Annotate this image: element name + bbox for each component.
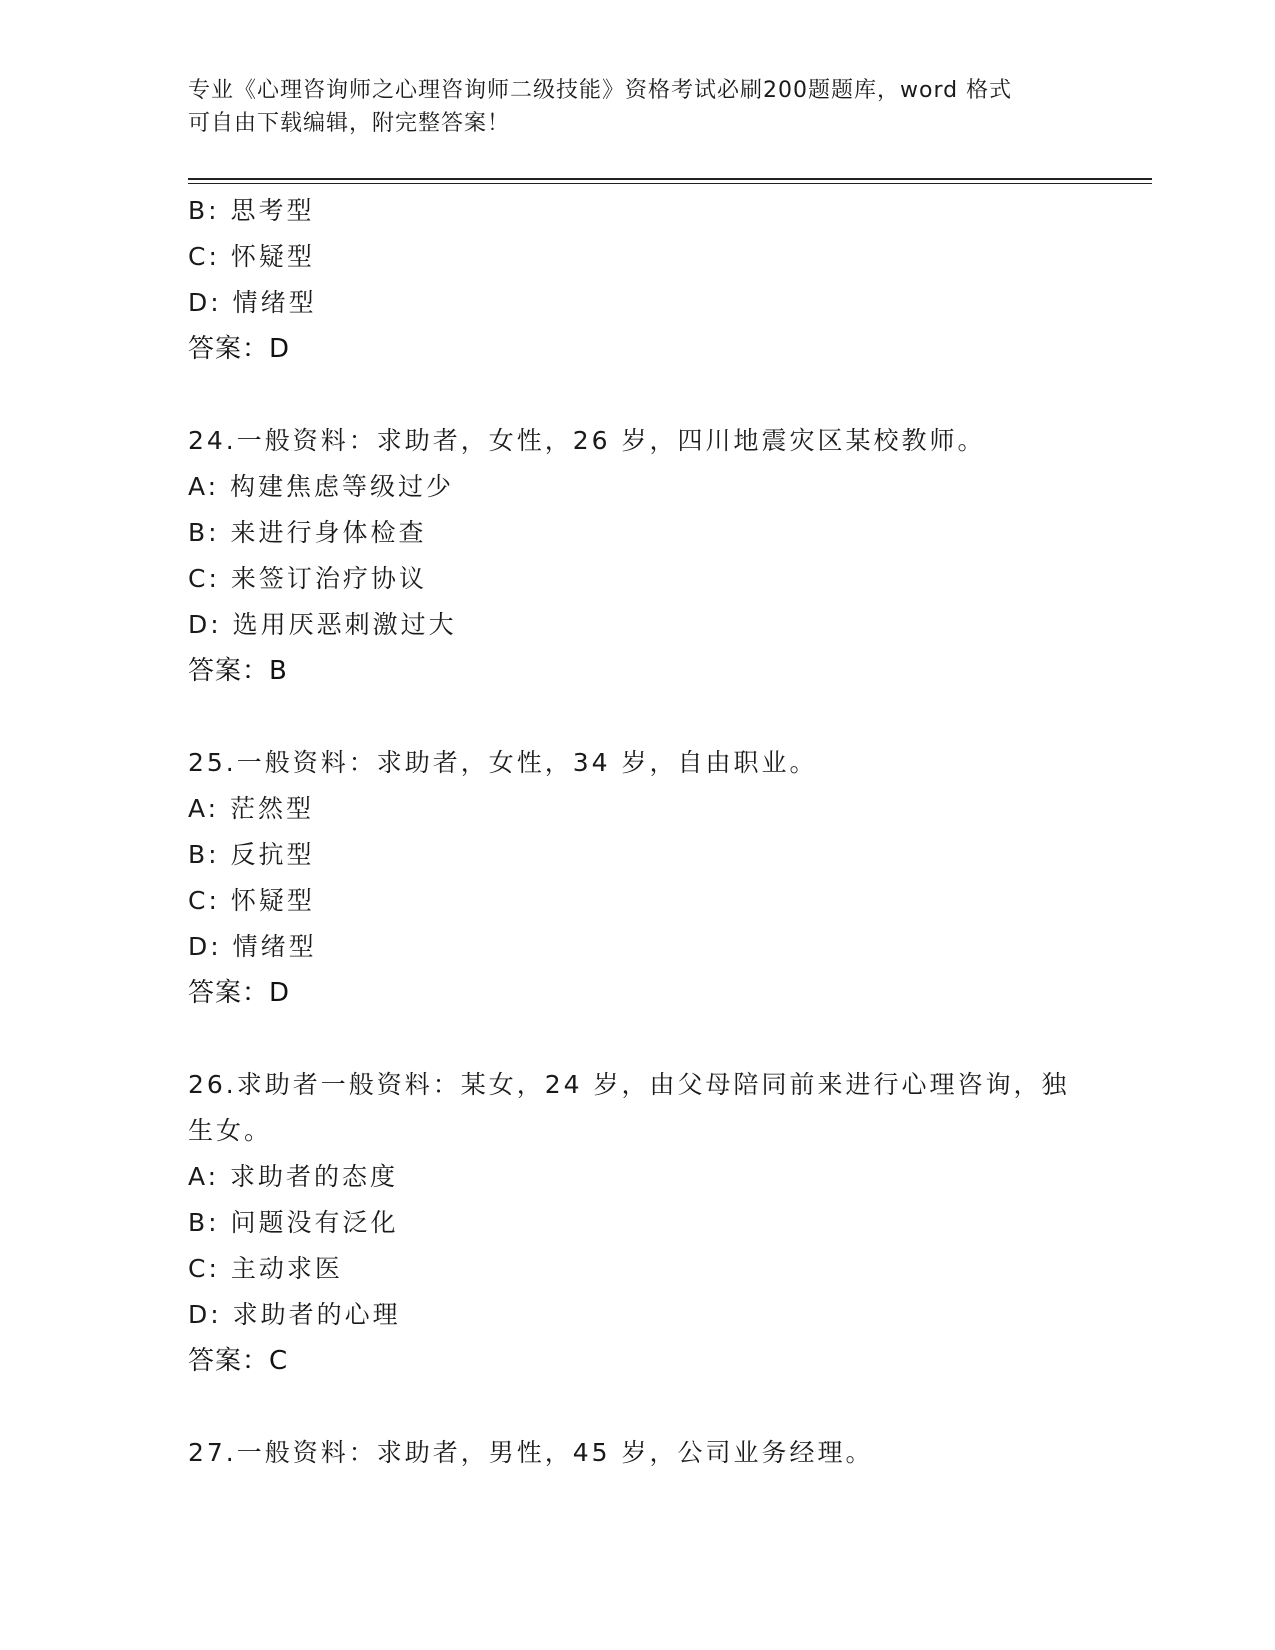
answer-line: 答案：D (188, 978, 291, 1008)
question-25 (188, 740, 1088, 1016)
question-stem: 25.一般资料：求助者，女性，34 岁，自由职业。 (188, 748, 818, 777)
option-a: A: 构建焦虑等级过少 (188, 472, 455, 501)
option-c: C: 来签订治疗协议 (188, 564, 427, 593)
question-stem-line-1: 26.求助者一般资料：某女，24 岁，由父母陪同前来进行心理咨询，独 (188, 1070, 1070, 1099)
answer-line: 答案：B (188, 656, 288, 686)
option-b: B: 思考型 (188, 196, 315, 225)
option-a: A: 求助者的态度 (188, 1162, 399, 1191)
question-list (188, 188, 1088, 1476)
question-24 (188, 418, 1088, 694)
header-line-2: 可自由下载编辑，附完整答案！ (188, 111, 511, 136)
question-26 (188, 1062, 1088, 1384)
option-b: B: 问题没有泛化 (188, 1208, 399, 1237)
option-d: D: 情绪型 (188, 288, 317, 317)
header-divider-thin (188, 183, 1152, 184)
option-d: D: 情绪型 (188, 932, 317, 961)
spacer (188, 1016, 1088, 1062)
option-b: B: 来进行身体检查 (188, 518, 427, 547)
answer-line: 答案：C (188, 1346, 289, 1376)
document-header (188, 74, 1088, 140)
answer-line: 答案：D (188, 334, 291, 364)
question-23-continued (188, 188, 1088, 372)
option-d: D: 求助者的心理 (188, 1300, 401, 1329)
option-b: B: 反抗型 (188, 840, 315, 869)
header-line-1: 专业《心理咨询师之心理咨询师二级技能》资格考试必刷200题题库，word 格式 (188, 78, 1013, 103)
header-divider-thick (188, 178, 1152, 180)
question-27 (188, 1430, 1088, 1476)
question-stem: 24.一般资料：求助者，女性，26 岁，四川地震灾区某校教师。 (188, 426, 986, 455)
spacer (188, 694, 1088, 740)
option-c: C: 主动求医 (188, 1254, 343, 1283)
option-c: C: 怀疑型 (188, 886, 315, 915)
spacer (188, 372, 1088, 418)
question-stem-line-2: 生女。 (188, 1116, 273, 1145)
option-d: D: 选用厌恶刺激过大 (188, 610, 457, 639)
spacer (188, 1384, 1088, 1430)
option-c: C: 怀疑型 (188, 242, 315, 271)
option-a: A: 茫然型 (188, 794, 315, 823)
question-stem: 27.一般资料：求助者，男性，45 岁，公司业务经理。 (188, 1438, 874, 1467)
